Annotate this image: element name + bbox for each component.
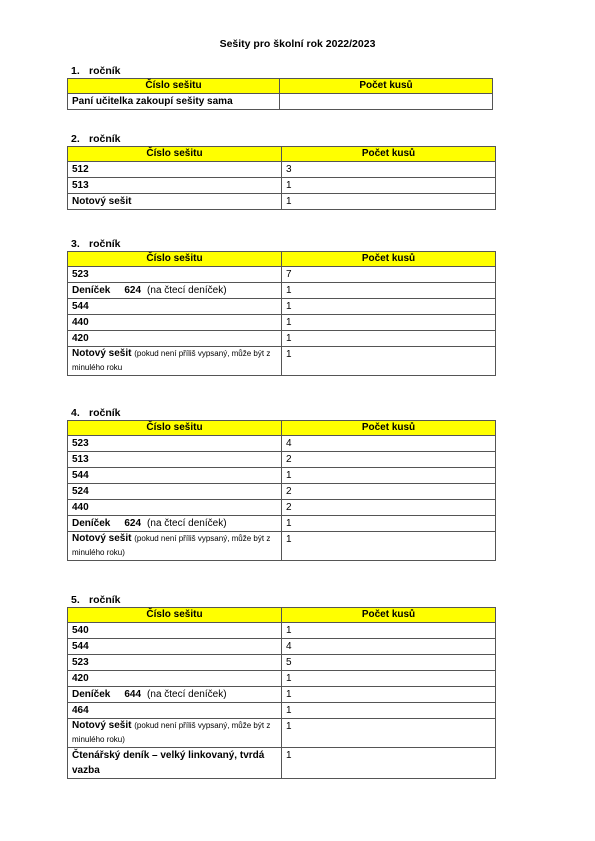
- grade-heading: [71, 132, 496, 146]
- grade-section: [67, 132, 496, 210]
- grade-label: ročník: [89, 133, 121, 145]
- header-notebook-number: Číslo sešitu: [68, 147, 282, 162]
- notebook-count: 1: [282, 347, 496, 376]
- notebook-note: (pokud není příliš vypsaný, může být z minulého roku): [72, 534, 271, 557]
- notebook-name: 420: [68, 671, 282, 687]
- notebook-name: Notový sešit: [68, 194, 282, 210]
- notebook-name: 544: [68, 468, 282, 484]
- notebook-name: 420: [68, 331, 282, 347]
- notebook-count: 1: [282, 687, 496, 703]
- table-row: [68, 162, 496, 178]
- header-notebook-number: Číslo sešitu: [68, 608, 282, 623]
- table-row: [68, 315, 496, 331]
- notebook-name: 523: [68, 436, 282, 452]
- table-row: [68, 94, 493, 110]
- notebook-count: 1: [282, 719, 496, 748]
- notebook-name: 440: [68, 500, 282, 516]
- notebook-count: 4: [282, 639, 496, 655]
- notebook-name: 523: [68, 267, 282, 283]
- table-row: [68, 532, 496, 561]
- notebook-name-cell: [68, 283, 282, 299]
- table-row: [68, 194, 496, 210]
- table-header-row: [68, 421, 496, 436]
- grade-number: 3.: [71, 238, 80, 250]
- table-row: [68, 719, 496, 748]
- notebook-table: [67, 146, 496, 210]
- table-row: [68, 178, 496, 194]
- header-notebook-number: Číslo sešitu: [68, 421, 282, 436]
- notebook-name: Čtenářský deník – velký linkovaný, tvrdá vazba: [68, 748, 282, 779]
- table-row: [68, 671, 496, 687]
- notebook-code: 644: [124, 689, 142, 700]
- notebook-name: 544: [68, 639, 282, 655]
- notebook-count: 1: [282, 623, 496, 639]
- notebook-count: 1: [282, 748, 496, 779]
- notebook-name-cell: [68, 687, 282, 703]
- notebook-count: 1: [282, 194, 496, 210]
- notebook-name-cell: [68, 347, 282, 376]
- table-header-row: [68, 79, 493, 94]
- notebook-code: 624: [124, 518, 142, 529]
- table-row: [68, 331, 496, 347]
- document-title: Sešity pro školní rok 2022/2023: [219, 38, 376, 50]
- table-row: [68, 703, 496, 719]
- header-count: Počet kusů: [282, 147, 496, 162]
- table-row: [68, 267, 496, 283]
- notebook-name-cell: [68, 532, 282, 561]
- notebook-name: 524: [68, 484, 282, 500]
- grade-section: [67, 406, 496, 561]
- notebook-code: 624: [124, 285, 142, 296]
- notebook-name: Notový sešit: [72, 533, 132, 544]
- table-row: [68, 687, 496, 703]
- notebook-purpose: (na čtecí deníček): [147, 518, 227, 529]
- notebook-count: 1: [282, 468, 496, 484]
- grade-label: ročník: [89, 407, 121, 419]
- table-row: [68, 639, 496, 655]
- table-row: [68, 347, 496, 376]
- notebook-name: Notový sešit: [72, 348, 132, 359]
- grade-number: 5.: [71, 594, 80, 606]
- grade-label: ročník: [89, 594, 121, 606]
- notebook-name: Notový sešit: [72, 720, 132, 731]
- header-count: Počet kusů: [282, 252, 496, 267]
- notebook-name: 464: [68, 703, 282, 719]
- header-count: Počet kusů: [282, 421, 496, 436]
- header-count: Počet kusů: [280, 79, 493, 94]
- notebook-name: Paní učitelka zakoupí sešity sama: [68, 94, 280, 110]
- notebook-count: 1: [282, 331, 496, 347]
- table-row: [68, 299, 496, 315]
- notebook-table: [67, 78, 493, 110]
- notebook-count: 2: [282, 484, 496, 500]
- notebook-count: 1: [282, 299, 496, 315]
- notebook-count: 2: [282, 500, 496, 516]
- table-row: [68, 500, 496, 516]
- table-row: [68, 436, 496, 452]
- notebook-count: 1: [282, 283, 496, 299]
- notebook-note: (pokud není příliš vypsaný, může být z minulého roku): [72, 721, 271, 744]
- notebook-name: Deníček: [72, 518, 111, 529]
- notebook-count: [280, 94, 493, 110]
- notebook-note: (pokud není příliš vypsaný, může být z minulého roku: [72, 349, 271, 372]
- grade-section: [67, 593, 496, 779]
- table-header-row: [68, 147, 496, 162]
- grade-heading: [71, 406, 496, 420]
- grade-heading: [71, 237, 496, 251]
- header-notebook-number: Číslo sešitu: [68, 252, 282, 267]
- grade-number: 2.: [71, 133, 80, 145]
- grade-number: 4.: [71, 407, 80, 419]
- table-row: [68, 516, 496, 532]
- table-row: [68, 468, 496, 484]
- table-row: [68, 452, 496, 468]
- notebook-count: 3: [282, 162, 496, 178]
- notebook-count: 4: [282, 436, 496, 452]
- notebook-count: 1: [282, 532, 496, 561]
- notebook-name-cell: [68, 719, 282, 748]
- notebook-table: [67, 607, 496, 779]
- grade-label: ročník: [89, 238, 121, 250]
- notebook-count: 1: [282, 703, 496, 719]
- notebook-name: 440: [68, 315, 282, 331]
- grade-label: ročník: [89, 65, 121, 77]
- notebook-name: Deníček: [72, 689, 111, 700]
- table-row: [68, 484, 496, 500]
- grade-section: [67, 64, 493, 110]
- grade-heading: [71, 593, 496, 607]
- table-row: [68, 748, 496, 779]
- notebook-name: 513: [68, 452, 282, 468]
- notebook-table: [67, 251, 496, 376]
- notebook-name: Deníček: [72, 285, 111, 296]
- grade-number: 1.: [71, 65, 80, 77]
- notebook-name: 523: [68, 655, 282, 671]
- notebook-table: [67, 420, 496, 561]
- notebook-count: 1: [282, 671, 496, 687]
- table-header-row: [68, 608, 496, 623]
- notebook-count: 1: [282, 516, 496, 532]
- notebook-count: 7: [282, 267, 496, 283]
- notebook-count: 1: [282, 178, 496, 194]
- header-count: Počet kusů: [282, 608, 496, 623]
- table-row: [68, 623, 496, 639]
- grade-section: [67, 237, 496, 376]
- notebook-purpose: (na čtecí deníček): [147, 285, 227, 296]
- table-header-row: [68, 252, 496, 267]
- notebook-count: 1: [282, 315, 496, 331]
- header-notebook-number: Číslo sešitu: [68, 79, 280, 94]
- table-row: [68, 655, 496, 671]
- notebook-name-cell: [68, 516, 282, 532]
- notebook-count: 2: [282, 452, 496, 468]
- notebook-purpose: (na čtecí deníček): [147, 689, 227, 700]
- notebook-count: 5: [282, 655, 496, 671]
- notebook-name: 512: [68, 162, 282, 178]
- grade-heading: [71, 64, 493, 78]
- table-row: [68, 283, 496, 299]
- notebook-name: 540: [68, 623, 282, 639]
- notebook-name: 544: [68, 299, 282, 315]
- notebook-name: 513: [68, 178, 282, 194]
